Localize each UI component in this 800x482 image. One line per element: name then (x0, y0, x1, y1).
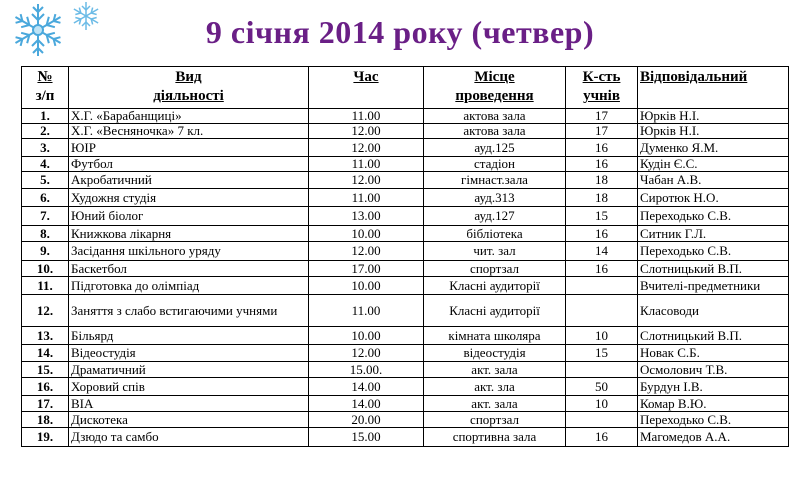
row-count: 16 (566, 226, 638, 242)
row-responsible: Кудін Є.С. (638, 157, 789, 172)
row-time: 11.00 (309, 295, 424, 327)
row-place: кімната школяра (424, 327, 566, 345)
row-count: 50 (566, 378, 638, 396)
row-responsible: Ситник Г.Л. (638, 226, 789, 242)
row-place: стадіон (424, 157, 566, 172)
row-activity: Художня студія (69, 189, 309, 207)
row-time: 11.00 (309, 189, 424, 207)
row-activity: Відеостудія (69, 345, 309, 362)
row-count: 16 (566, 261, 638, 277)
row-count (566, 295, 638, 327)
row-activity: Засідання шкільного уряду (69, 242, 309, 261)
row-place: Класні аудиторії (424, 277, 566, 295)
row-responsible: Думенко Я.М. (638, 139, 789, 157)
row-activity: Футбол (69, 157, 309, 172)
row-count: 14 (566, 242, 638, 261)
table-row (22, 378, 789, 396)
row-time: 15.00. (309, 362, 424, 378)
table-row (22, 345, 789, 362)
table-row (22, 226, 789, 242)
table-row (22, 124, 789, 139)
row-count: 16 (566, 139, 638, 157)
row-number: 5. (22, 172, 69, 189)
header-activity: Вид діяльності (69, 67, 309, 109)
row-time: 11.00 (309, 109, 424, 124)
row-activity: Хоровий спів (69, 378, 309, 396)
row-time: 10.00 (309, 226, 424, 242)
row-number: 1. (22, 109, 69, 124)
row-responsible: Переходько С.В. (638, 207, 789, 226)
row-place: Класні аудиторії (424, 295, 566, 327)
header-num: № з/п (22, 67, 69, 109)
header-place: Місце проведення (424, 67, 566, 109)
row-activity: Більярд (69, 327, 309, 345)
row-activity: Баскетбол (69, 261, 309, 277)
row-activity: Книжкова лікарня (69, 226, 309, 242)
table-row (22, 157, 789, 172)
row-count: 15 (566, 207, 638, 226)
row-activity: ВІА (69, 396, 309, 412)
row-number: 18. (22, 412, 69, 428)
table-row (22, 396, 789, 412)
row-time: 10.00 (309, 327, 424, 345)
header-count: К-сть учнів (566, 67, 638, 109)
row-number: 14. (22, 345, 69, 362)
row-responsible: Осмолович Т.В. (638, 362, 789, 378)
page-title: 9 січня 2014 року (четвер) (205, 14, 595, 50)
row-activity: Дзюдо та самбо (69, 428, 309, 447)
row-time: 10.00 (309, 277, 424, 295)
row-number: 11. (22, 277, 69, 295)
table-row (22, 362, 789, 378)
row-time: 12.00 (309, 345, 424, 362)
row-activity: Підготовка до олімпіад (69, 277, 309, 295)
row-count: 16 (566, 157, 638, 172)
row-place: актова зала (424, 124, 566, 139)
row-responsible: Юрків Н.І. (638, 124, 789, 139)
row-activity: Х.Г. «Барабанщиці» (69, 109, 309, 124)
row-activity: Х.Г. «Весняночка» 7 кл. (69, 124, 309, 139)
row-count: 17 (566, 124, 638, 139)
row-count (566, 277, 638, 295)
header-responsible: Відповідальний (638, 67, 789, 109)
row-number: 10. (22, 261, 69, 277)
row-place: актова зала (424, 109, 566, 124)
table-row (22, 412, 789, 428)
row-place: ауд.125 (424, 139, 566, 157)
row-count (566, 412, 638, 428)
row-number: 17. (22, 396, 69, 412)
row-count: 10 (566, 327, 638, 345)
row-responsible: Сиротюк Н.О. (638, 189, 789, 207)
row-time: 12.00 (309, 139, 424, 157)
row-number: 7. (22, 207, 69, 226)
table-row (22, 327, 789, 345)
row-number: 19. (22, 428, 69, 447)
row-place: акт. зала (424, 396, 566, 412)
row-place: чит. зал (424, 242, 566, 261)
row-number: 9. (22, 242, 69, 261)
table-row (22, 207, 789, 226)
row-number: 13. (22, 327, 69, 345)
row-place: відеостудія (424, 345, 566, 362)
row-activity: Заняття з слабо встигаючими учнями (69, 295, 309, 327)
row-number: 3. (22, 139, 69, 157)
row-place: акт. зла (424, 378, 566, 396)
row-responsible: Слотницький В.П. (638, 261, 789, 277)
table-row (22, 261, 789, 277)
row-place: спортзал (424, 412, 566, 428)
row-responsible: Чабан А.В. (638, 172, 789, 189)
row-activity: Дискотека (69, 412, 309, 428)
row-place: акт. зала (424, 362, 566, 378)
row-number: 4. (22, 157, 69, 172)
row-activity: Юний біолог (69, 207, 309, 226)
row-place: ауд.313 (424, 189, 566, 207)
row-number: 2. (22, 124, 69, 139)
row-time: 12.00 (309, 242, 424, 261)
row-place: гімнаст.зала (424, 172, 566, 189)
row-count: 18 (566, 189, 638, 207)
row-time: 17.00 (309, 261, 424, 277)
table-row (22, 189, 789, 207)
row-activity: Акробатичний (69, 172, 309, 189)
row-time: 12.00 (309, 124, 424, 139)
row-place: спортивна зала (424, 428, 566, 447)
row-number: 6. (22, 189, 69, 207)
row-count: 18 (566, 172, 638, 189)
row-activity: ЮІР (69, 139, 309, 157)
table-row (22, 109, 789, 124)
row-place: спортзал (424, 261, 566, 277)
row-number: 12. (22, 295, 69, 327)
row-time: 14.00 (309, 378, 424, 396)
table-row (22, 428, 789, 447)
row-place: бібліотека (424, 226, 566, 242)
row-count: 17 (566, 109, 638, 124)
row-time: 20.00 (309, 412, 424, 428)
row-responsible: Комар В.Ю. (638, 396, 789, 412)
row-count: 15 (566, 345, 638, 362)
table-row (22, 295, 789, 327)
row-responsible: Вчителі-предметники (638, 277, 789, 295)
row-time: 15.00 (309, 428, 424, 447)
table-header-row (22, 67, 789, 109)
row-time: 11.00 (309, 157, 424, 172)
row-time: 13.00 (309, 207, 424, 226)
table-row (22, 139, 789, 157)
row-count (566, 362, 638, 378)
row-count: 10 (566, 396, 638, 412)
row-responsible: Переходько С.В. (638, 242, 789, 261)
row-responsible: Переходько С.В. (638, 412, 789, 428)
row-activity: Драматичний (69, 362, 309, 378)
row-responsible: Слотницький В.П. (638, 327, 789, 345)
table-row (22, 277, 789, 295)
row-count: 16 (566, 428, 638, 447)
row-responsible: Магомедов А.А. (638, 428, 789, 447)
row-responsible: Класоводи (638, 295, 789, 327)
row-number: 15. (22, 362, 69, 378)
row-number: 16. (22, 378, 69, 396)
schedule-table (21, 66, 789, 447)
header-time: Час (309, 67, 424, 109)
row-place: ауд.127 (424, 207, 566, 226)
row-responsible: Новак С.Б. (638, 345, 789, 362)
row-time: 14.00 (309, 396, 424, 412)
row-responsible: Юрків Н.І. (638, 109, 789, 124)
row-time: 12.00 (309, 172, 424, 189)
table-row (22, 242, 789, 261)
row-number: 8. (22, 226, 69, 242)
row-responsible: Бурдун І.В. (638, 378, 789, 396)
table-row (22, 172, 789, 189)
